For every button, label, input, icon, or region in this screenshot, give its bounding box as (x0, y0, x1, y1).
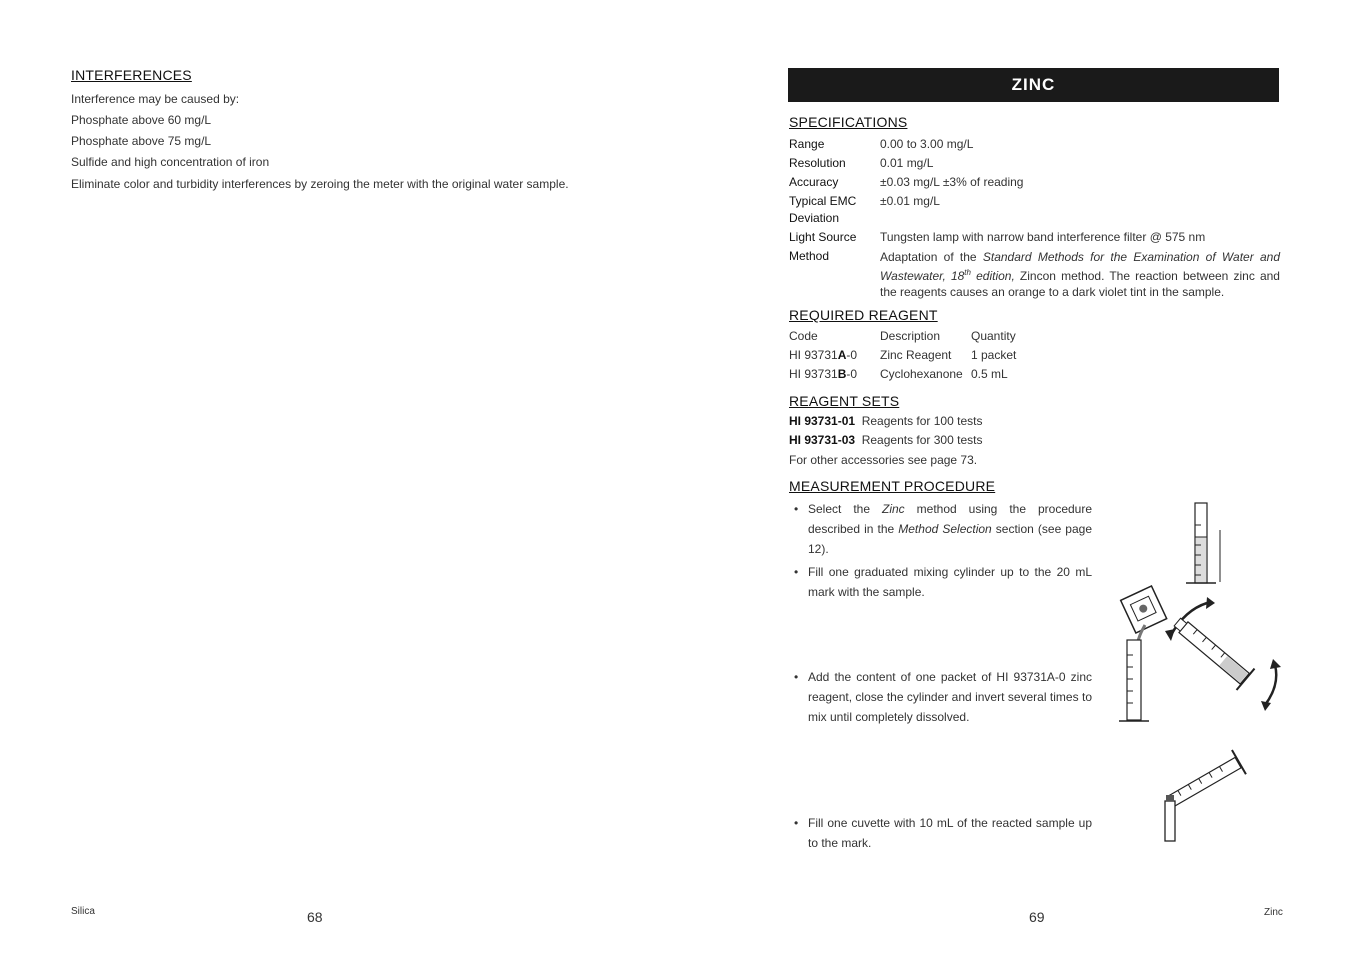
reagent-set-code: HI 93731-01 (789, 414, 856, 428)
spec-label: Range (789, 137, 825, 151)
spec-label: Resolution (789, 156, 846, 170)
right-page-number: 69 (1029, 909, 1045, 925)
step-text: method using the procedure described in the (808, 502, 1093, 536)
left-footer-label: Silica (71, 906, 95, 917)
interference-line-5: Eliminate color and turbidity interferences by zeroing the meter with the original water sample. (71, 177, 569, 191)
cuvette-filling-icon (1155, 735, 1265, 845)
zinc-title: ZINC (1011, 75, 1056, 94)
reagent-description: Cyclohexanone (880, 367, 963, 381)
method-italic2: edition, (970, 269, 1015, 283)
step-italic: Method Selection (898, 522, 992, 536)
procedure-step-4: • Fill one cuvette with 10 mL of the reacted sample up to the mark. (808, 813, 1092, 853)
code-suffix: -0 (846, 367, 858, 381)
reagent-header-code: Code (789, 329, 818, 343)
specifications-heading: SPECIFICATIONS (789, 114, 908, 130)
spec-value: ±0.01 mg/L (880, 194, 940, 208)
reagent-set-row (789, 433, 982, 447)
left-page-number: 68 (307, 909, 323, 925)
reagent-quantity: 1 packet (971, 348, 1017, 362)
spec-value: ±0.03 mg/L ±3% of reading (880, 175, 1024, 189)
spec-label: Deviation (789, 211, 840, 225)
code-suffix: -0 (846, 348, 858, 362)
left-page (0, 0, 675, 954)
interference-line-2: Phosphate above 60 mg/L (71, 113, 212, 127)
method-rest: Zincon method. The reaction between zinc and the reagents causes an orange to a dark violet tint in the sample. (880, 269, 1280, 299)
reagent-set-text: Reagents for 100 tests (861, 414, 983, 428)
step-text: Select the (808, 502, 882, 516)
reagent-sets-heading: REAGENT SETS (789, 393, 900, 409)
reagent-code-b (789, 367, 857, 381)
right-footer-label: Zinc (1264, 907, 1283, 918)
method-description (880, 249, 1280, 300)
reagent-set-row (789, 414, 982, 428)
accessories-note: For other accessories see page 73. (789, 453, 978, 467)
spec-label: Typical EMC (789, 194, 857, 208)
code-prefix: HI 93731 (789, 367, 838, 381)
measurement-procedure-heading: MEASUREMENT PROCEDURE (789, 478, 996, 494)
interference-line-4: Sulfide and high concentration of iron (71, 155, 270, 169)
spec-value: Tungsten lamp with narrow band interference filter @ 575 nm (880, 230, 1206, 244)
spec-label: Method (789, 249, 830, 263)
reagent-set-code: HI 93731-03 (789, 433, 856, 447)
spec-label: Accuracy (789, 175, 839, 189)
spec-value: 0.00 to 3.00 mg/L (880, 137, 974, 151)
interference-line-1: Interference may be caused by: (71, 92, 240, 106)
code-bold: B (837, 367, 847, 381)
right-page (675, 0, 1351, 954)
code-prefix: HI 93731 (789, 348, 838, 362)
method-prefix: Adaptation of the (880, 250, 983, 264)
code-bold: A (837, 348, 847, 362)
method-sup: th (964, 268, 971, 277)
reagent-quantity: 0.5 mL (971, 367, 1008, 381)
required-reagent-heading: REQUIRED REAGENT (789, 307, 938, 323)
procedure-step-2: • Fill one graduated mixing cylinder up to the 20 mL mark with the sample. (808, 562, 1092, 602)
procedure-step-1 (808, 499, 1092, 559)
interferences-heading: INTERFERENCES (71, 67, 192, 83)
reagent-code-a (789, 348, 857, 362)
step-italic: Zinc (882, 502, 905, 516)
reagent-set-text: Reagents for 300 tests (861, 433, 983, 447)
interference-line-3: Phosphate above 75 mg/L (71, 134, 212, 148)
reagent-description: Zinc Reagent (880, 348, 952, 362)
method-italic: Standard Methods for the Examination of Water and Wastewater, 18 (880, 250, 1280, 283)
procedure-step-3: • Add the content of one packet of HI 93731A-0 zinc reagent, close the cylinder and invert several times to mix until completely dissolved. (808, 667, 1092, 727)
spec-value: 0.01 mg/L (880, 156, 934, 170)
reagent-mixing-icon (1115, 585, 1285, 730)
reagent-header-quantity: Quantity (971, 329, 1016, 343)
reagent-header-description: Description (880, 329, 941, 343)
zinc-title-bar (788, 68, 1279, 102)
graduated-cylinder-icon (1180, 500, 1230, 590)
spec-label: Light Source (789, 230, 857, 244)
step-text: section (see page 12). (808, 522, 1092, 556)
